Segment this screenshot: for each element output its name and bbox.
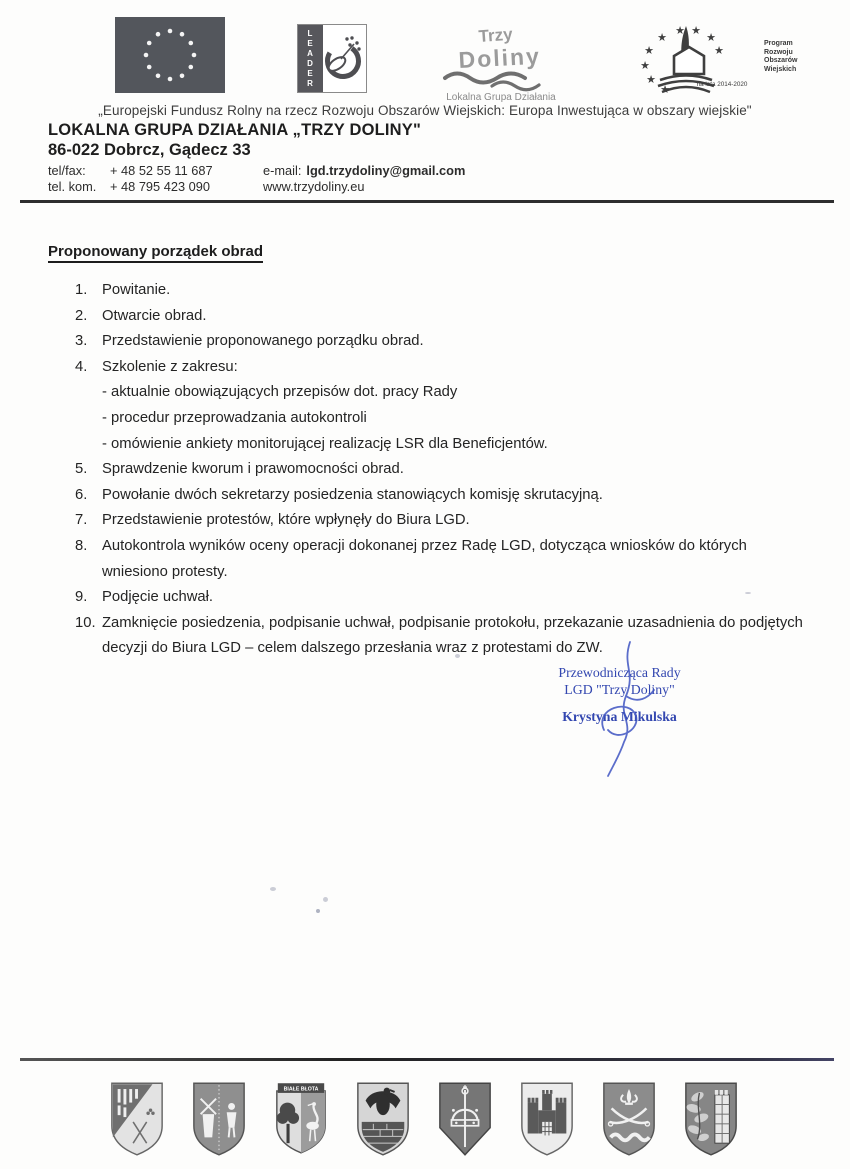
agenda-item <box>75 611 810 662</box>
crest-castle-icon <box>518 1080 576 1158</box>
agenda-list <box>75 278 810 662</box>
telkom-label: tel. kom. <box>48 179 97 194</box>
trzy-doliny-word2: Doliny <box>457 42 542 73</box>
crest-oak-tower-icon <box>682 1080 740 1158</box>
crest-sabers-icon <box>600 1080 658 1158</box>
crest-grain-diagonal-icon <box>108 1080 166 1158</box>
svg-text:★: ★ <box>660 83 670 96</box>
scan-speck <box>323 897 328 902</box>
prow-line: Obszarów <box>764 57 798 64</box>
agenda-item <box>75 355 810 381</box>
signature-block <box>532 665 707 726</box>
organization-address: 86-022 Dobrcz, Gądecz 33 <box>48 141 251 159</box>
svg-text:★: ★ <box>640 59 650 72</box>
agenda-title: Proponowany porządek obrad <box>48 243 263 263</box>
agenda-item <box>75 508 810 534</box>
agenda-item-number: 4. <box>75 358 88 375</box>
svg-text:E: E <box>307 69 313 78</box>
trzy-doliny-icon <box>437 22 572 104</box>
agenda-item <box>75 329 810 355</box>
trzy-doliny-word1: Trzy <box>477 24 514 46</box>
letterhead <box>48 121 465 195</box>
svg-text:D: D <box>307 59 313 68</box>
agenda-item-text: Sprawdzenie kworum i prawomocności obrad. <box>102 461 404 478</box>
agenda-item-text: Zamknięcie posiedzenia, podpisanie uchwał, podpisanie protokołu, przekazanie uzasadnienia do podjętych decyzji do Biura LGD – celem dalszego przesłania wraz z protestami do ZW. <box>102 614 803 657</box>
svg-text:★: ★ <box>644 44 654 57</box>
agenda-item-text: Otwarcie obrad. <box>102 307 207 324</box>
signature-role-line1: Przewodnicząca Rady <box>558 665 681 680</box>
svg-text:★: ★ <box>691 24 701 37</box>
agenda-subitem: - omówienie ankiety monitorującej realizację LSR dla Beneficjentów. <box>102 435 548 452</box>
prow-line: Program <box>764 40 793 47</box>
svg-text:★: ★ <box>646 73 656 86</box>
prow-text <box>764 40 797 74</box>
agenda-item-number: 2. <box>75 307 88 324</box>
website-url: www.trzydoliny.eu <box>263 179 365 194</box>
email-label: e-mail: <box>263 163 302 178</box>
prow-logo <box>634 22 797 97</box>
agenda-item <box>75 457 810 483</box>
agenda-item-number: 8. <box>75 537 88 554</box>
agenda-item-number: 9. <box>75 589 88 606</box>
svg-text:★: ★ <box>706 31 716 44</box>
agenda-subitem: - aktualnie obowiązujących przepisów dot. pracy Rady <box>102 384 458 401</box>
agenda-item-number: 1. <box>75 282 88 298</box>
agenda-item <box>75 534 810 585</box>
crest-eagle-wall-icon <box>354 1080 412 1158</box>
trzy-doliny-subtitle: Lokalna Grupa Działania <box>446 92 556 103</box>
scan-speck <box>270 887 276 891</box>
agenda-subitems <box>75 380 810 457</box>
telkom-number: + 48 795 423 090 <box>110 179 210 194</box>
prow-line: Wiejskich <box>764 65 797 73</box>
eu-flag-icon <box>115 17 225 93</box>
scan-speck <box>745 592 751 594</box>
crest-crown-scepter-icon <box>436 1080 494 1158</box>
telfax-number: + 48 52 55 11 687 <box>110 163 213 178</box>
agenda-item-number: 5. <box>75 461 88 478</box>
organization-name: LOKALNA GRUPA DZIAŁANIA „TRZY DOLINY" <box>48 121 422 139</box>
svg-text:R: R <box>307 79 313 88</box>
agenda-item-text: Szkolenie z zakresu: <box>102 358 238 375</box>
agenda-item-number: 7. <box>75 512 88 529</box>
telfax-label: tel/fax: <box>48 163 86 178</box>
trzy-doliny-logo <box>437 22 572 109</box>
agenda-item-number: 10. <box>75 614 96 631</box>
svg-text:L: L <box>307 29 313 38</box>
agenda-item-text: Powitanie. <box>102 282 171 298</box>
scan-speck <box>455 654 460 658</box>
agenda-item-text: Powołanie dwóch sekretarzy posiedzenia stanowiących komisję skrutacyjną. <box>102 486 603 503</box>
signature-name: Krystyna Mikulska <box>562 709 677 724</box>
svg-text:★: ★ <box>657 31 667 44</box>
svg-text:★: ★ <box>714 44 724 57</box>
agenda-item <box>75 304 810 330</box>
email-address: lgd.trzydoliny@gmail.com <box>306 163 466 178</box>
header-divider <box>20 200 834 203</box>
municipal-crests-row <box>108 1080 740 1160</box>
agenda-item-text: Podjęcie uchwał. <box>102 589 214 606</box>
svg-text:E: E <box>307 39 313 48</box>
agenda-item-number: 3. <box>75 333 88 350</box>
footer-divider <box>20 1058 834 1061</box>
agenda-item-text: Autokontrola wyników oceny operacji dokonanej przez Radę LGD, dotycząca wniosków do których wniesiono protesty. <box>102 537 747 580</box>
agenda-item-text: Przedstawienie protestów, które wpłynęły do Biura LGD. <box>102 512 470 529</box>
prow-line: Rozwoju <box>764 48 793 56</box>
scan-speck <box>316 909 320 913</box>
contact-block <box>48 163 465 195</box>
crest-biale-blota-label: BIAŁE BŁOTA <box>283 1086 319 1093</box>
svg-text:A: A <box>307 49 313 58</box>
leader-logo <box>297 24 367 98</box>
agenda-subitem: - procedur przeprowadzania autokontroli <box>102 409 367 426</box>
funding-caption: „Europejski Fundusz Rolny na rzecz Rozwoju Obszarów Wiejskich: Europa Inwestująca w obszary wiejskie" <box>98 103 752 118</box>
prow-years: na lata 2014-2020 <box>696 81 748 88</box>
agenda-item <box>75 585 810 611</box>
leader-icon <box>297 24 367 93</box>
eu-flag-logo <box>115 17 225 98</box>
agenda-item <box>75 483 810 509</box>
agenda-item-text: Przedstawienie proponowanego porządku obrad. <box>102 333 424 350</box>
signature-role-line2: LGD "Trzy Doliny" <box>564 681 675 697</box>
agenda-item <box>75 278 810 304</box>
crest-windmill-icon <box>190 1080 248 1158</box>
crest-biale-blota-icon <box>272 1080 330 1158</box>
prow-icon <box>634 22 762 97</box>
agenda-item-number: 6. <box>75 486 88 503</box>
svg-text:★: ★ <box>675 24 685 37</box>
